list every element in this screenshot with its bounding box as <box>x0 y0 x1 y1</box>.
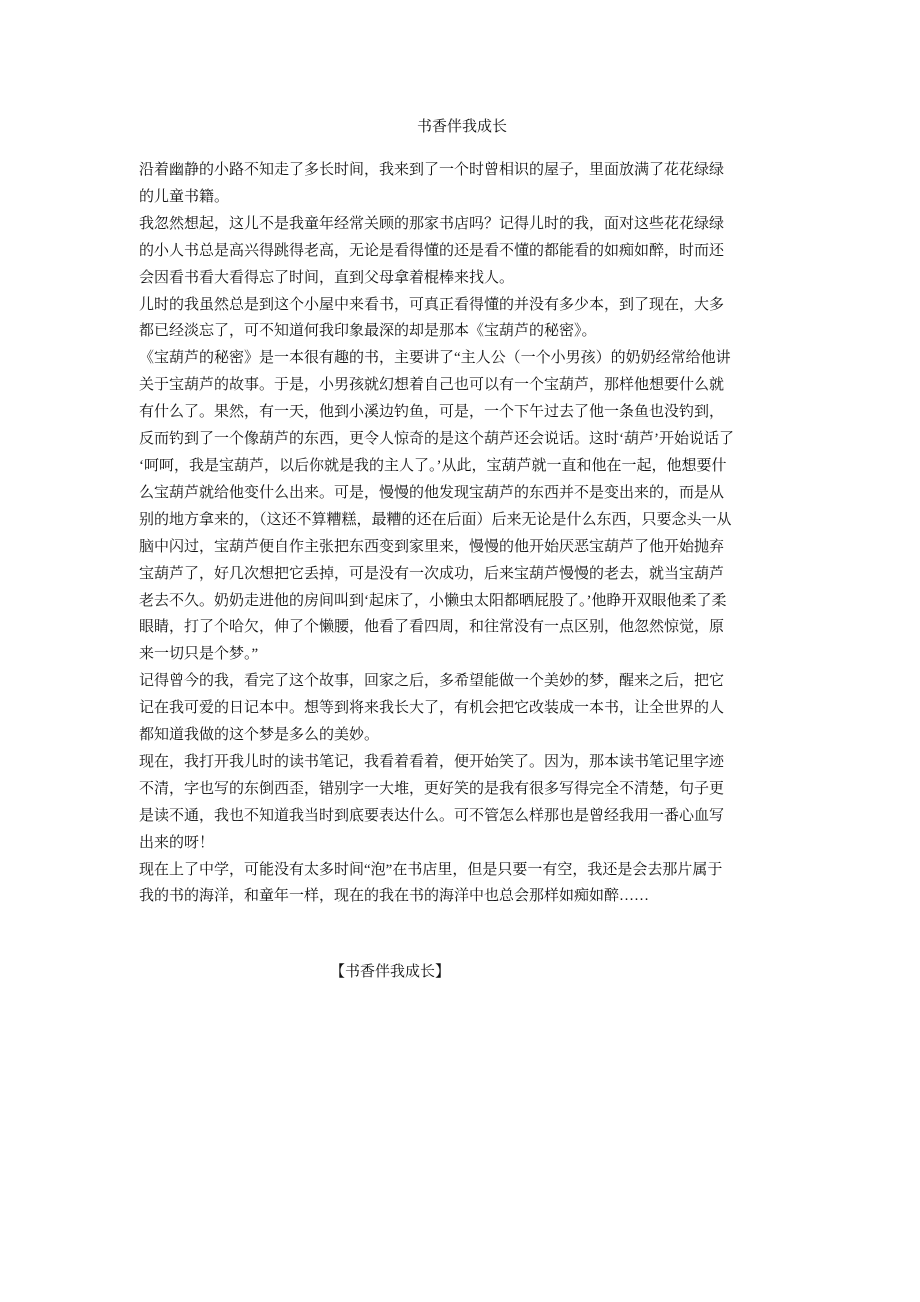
paragraph <box>139 211 789 292</box>
paragraph <box>139 292 789 346</box>
text-line: 都已经淡忘了，可不知道何我印象最深的却是那本《宝葫芦的秘密》。 <box>139 323 597 340</box>
document-body <box>139 157 789 910</box>
text-line: 出来的呀！ <box>139 834 215 851</box>
text-line: 宝葫芦了，好几次想把它丢掉，可是没有一次成功，后来宝葫芦慢慢的老去，就当宝葫芦 <box>139 565 725 582</box>
text-line: 来一切只是个梦。” <box>139 646 259 663</box>
text-line: 记在我可爱的日记本中。想等到将来我长大了，有机会把它改装成一本书，让全世界的人 <box>139 700 725 717</box>
text-line: 反而钓到了一个像葫芦的东西，更令人惊奇的是这个葫芦还会说话。这时‘葫芦’开始说话了 <box>139 431 734 448</box>
paragraph <box>139 668 789 749</box>
paragraph <box>139 749 789 857</box>
text-line: 么宝葫芦就给他变什么出来。可是，慢慢的他发现宝葫芦的东西并不是变出来的，而是从 <box>139 484 725 501</box>
text-line: 现在上了中学，可能没有太多时间“泡”在书店里，但是只要一有空，我还是会去那片属于 <box>139 861 723 878</box>
text-line: 眼睛，打了个哈欠，伸了个懒腰，他看了看四周，和往常没有一点区别，他忽然惊觉，原 <box>139 619 725 636</box>
text-line: 我的书的海洋，和童年一样，现在的我在书的海洋中也总会那样如痴如醉…… <box>139 888 650 905</box>
text-line: 别的地方拿来的，（这还不算糟糕，最糟的还在后面）后来无论是什么东西，只要念头一从 <box>139 511 732 528</box>
text-line: 沿着幽静的小路不知走了多长时间，我来到了一个时曾相识的屋子，里面放满了花花绿绿 <box>139 162 725 178</box>
paragraph <box>139 157 789 211</box>
text-line: 我忽然想起，这儿不是我童年经常关顾的那家书店吗？记得儿时的我，面对这些花花绿绿 <box>139 215 725 232</box>
text-line: 脑中闪过，宝葫芦便自作主张把东西变到家里来，慢慢的他开始厌恶宝葫芦了他开始抛弃 <box>139 538 725 555</box>
paragraph <box>139 857 789 911</box>
footer-title: 【书香伴我成长】 <box>330 964 451 980</box>
text-line: 关于宝葫芦的故事。于是，小男孩就幻想着自己也可以有一个宝葫芦，那样他想要什么就 <box>139 377 725 394</box>
text-line: 都知道我做的这个梦是多么的美妙。 <box>139 727 380 744</box>
text-line: 现在，我打开我儿时的读书笔记，我看着看着，便开始笑了。因为，那本读书笔记里字迹 <box>139 753 725 770</box>
text-line: 记得曾今的我，看完了这个故事，回家之后，多希望能做一个美妙的梦，醒来之后，把它 <box>139 673 725 690</box>
text-line: 的小人书总是高兴得跳得老高，无论是看得懂的还是看不懂的都能看的如痴如醉，时而还 <box>139 242 725 259</box>
text-line: 的儿童书籍。 <box>139 188 230 205</box>
text-line: 儿时的我虽然总是到这个小屋中来看书，可真正看得懂的并没有多少本，到了现在，大多 <box>139 296 725 313</box>
text-line: 《宝葫芦的秘密》是一本很有趣的书，主要讲了“主人公（一个小男孩）的奶奶经常给他讲 <box>139 350 731 367</box>
text-line: 老去不久。奶奶走进他的房间叫到‘起床了，小懒虫太阳都晒屁股了。’他睁开双眼他柔了柔 <box>139 592 727 609</box>
document-title: 书香伴我成长 <box>416 119 507 135</box>
text-line: 不清，字也写的东倒西歪，错别字一大堆，更好笑的是我有很多写得完全不清楚，句子更 <box>139 780 725 797</box>
text-line: 会因看书看大看得忘了时间，直到父母拿着棍棒来找人。 <box>139 269 515 286</box>
text-line: ‘呵呵，我是宝葫芦，以后你就是我的主人了。’从此，宝葫芦就一直和他在一起，他想要什 <box>139 457 727 474</box>
text-line: 有什么了。果然，有一天，他到小溪边钓鱼，可是，一个下午过去了他一条鱼也没钓到， <box>139 404 725 421</box>
paragraph <box>139 345 789 668</box>
text-line: 是读不通，我也不知道我当时到底要表达什么。可不管怎么样那也是曾经我用一番心血写 <box>139 807 725 824</box>
